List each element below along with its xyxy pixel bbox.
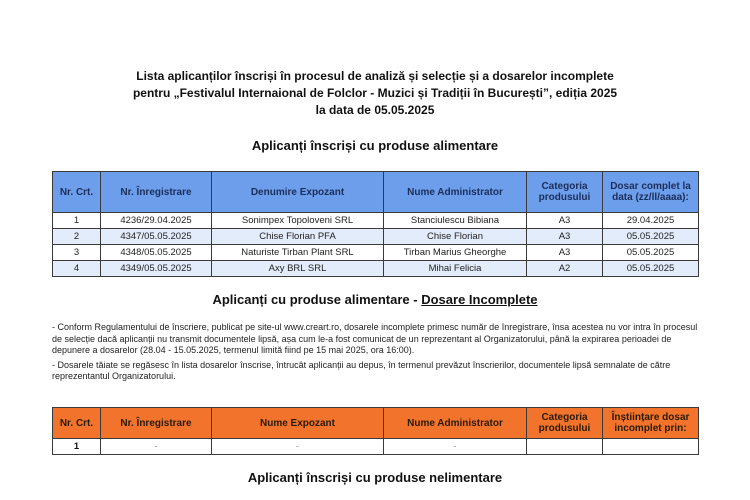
table-row xyxy=(53,229,699,245)
cell-administrator: Chise Florian xyxy=(384,229,527,245)
col-header-dosar-complet: Dosar complet la data (zz/ll/aaaa): xyxy=(603,172,699,213)
cell-nr-inregistrare: 4349/05.05.2025 xyxy=(101,261,212,277)
cell-nr-inregistrare: 4348/05.05.2025 xyxy=(101,245,212,261)
food-section-heading: Aplicanți înscriși cu produse alimentare xyxy=(251,138,499,153)
col-header-instiintare: Înștiințare dosar incomplet prin: xyxy=(603,408,699,439)
title-line-2: pentru „Festivalul Internaional de Folclor - Muzici și Tradiții în București”, ediția 2025 xyxy=(132,86,618,100)
table-row xyxy=(53,213,699,229)
cell-expozant: - xyxy=(212,439,384,455)
table-row xyxy=(53,261,699,277)
col-header-nume-administrator: Nume Administrator xyxy=(384,408,527,439)
cell-categoria: A3 xyxy=(527,245,603,261)
cell-categoria: A2 xyxy=(527,261,603,277)
cell-data: 05.05.2025 xyxy=(603,229,699,245)
cell-administrator: Stanciulescu Bibiana xyxy=(384,213,527,229)
cell-expozant: Sonimpex Topoloveni SRL xyxy=(212,213,384,229)
cell-nr-crt: 4 xyxy=(53,261,101,277)
col-header-categoria: Categoria produsului xyxy=(527,172,603,213)
incomplete-heading-prefix: Aplicanți cu produse alimentare - xyxy=(212,292,422,307)
col-header-denumire-expozant: Denumire Expozant xyxy=(212,172,384,213)
col-header-nr-inregistrare: Nr. Înregistrare xyxy=(101,408,212,439)
table-header-row xyxy=(53,408,699,439)
cell-expozant: Chise Florian PFA xyxy=(212,229,384,245)
note-paragraph-1: - Conform Regulamentului de înscriere, publicat pe site-ul www.creart.ro, dosarele incomplete primesc număr de înregistrare, însa acestea nu vor intra în procesul de selecție dacă aplicanții nu transmit documentele lipsă, așa cum le-a fost comunicat de un reprezentant al Organizatorului, până la expirarea perioadei de depunere a dosarelor (28.04 - 15.05.2025, termenul limită fiind pe 15 mai 2025, ora 16:00). xyxy=(52,322,698,355)
incomplete-dossiers-table xyxy=(52,407,699,455)
cell-nr-crt: 1 xyxy=(53,439,101,455)
col-header-nume-expozant: Nume Expozant xyxy=(212,408,384,439)
cell-expozant: Naturiste Tirban Plant SRL xyxy=(212,245,384,261)
col-header-nr-inregistrare: Nr. Înregistrare xyxy=(101,172,212,213)
cell-administrator: Tirban Marius Gheorghe xyxy=(384,245,527,261)
table-row xyxy=(53,245,699,261)
nonfood-section-heading: Aplicanți înscriși cu produse nelimentare xyxy=(247,470,503,485)
cell-categoria: A3 xyxy=(527,229,603,245)
cell-nr-inregistrare: 4236/29.04.2025 xyxy=(101,213,212,229)
table-row xyxy=(53,439,699,455)
col-header-categoria: Categoria produsului xyxy=(527,408,603,439)
cell-nr-crt: 2 xyxy=(53,229,101,245)
incomplete-notes xyxy=(52,322,702,386)
note-paragraph-2: - Dosarele tăiate se regăsesc în lista dosarelor înscrise, întrucât aplicanții au depus, în termenul prevăzut înscrierilor, documentele lipsă semnalate de către reprezentantul Organizatorului. xyxy=(52,359,671,381)
col-header-nume-administrator: Nume Administrator xyxy=(384,172,527,213)
cell-data: 05.05.2025 xyxy=(603,245,699,261)
cell-nr-inregistrare: - xyxy=(101,439,212,455)
cell-expozant: Axy BRL SRL xyxy=(212,261,384,277)
title-line-3: la data de 05.05.2025 xyxy=(315,103,435,117)
cell-administrator: - xyxy=(384,439,527,455)
cell-data: 05.05.2025 xyxy=(603,261,699,277)
cell-instiintare xyxy=(603,439,699,455)
food-applicants-table xyxy=(52,171,699,277)
cell-nr-crt: 1 xyxy=(53,213,101,229)
cell-data: 29.04.2025 xyxy=(603,213,699,229)
incomplete-section-heading xyxy=(0,292,750,307)
cell-nr-inregistrare: 4347/05.05.2025 xyxy=(101,229,212,245)
table-header-row xyxy=(53,172,699,213)
incomplete-heading-underlined: Dosare Incomplete xyxy=(421,292,538,307)
title-line-1: Lista aplicanților înscriși în procesul de analiză și selecție și a dosarelor incomplete xyxy=(136,69,614,83)
document-title xyxy=(0,68,750,119)
cell-categoria xyxy=(527,439,603,455)
cell-nr-crt: 3 xyxy=(53,245,101,261)
col-header-nr-crt: Nr. Crt. xyxy=(53,408,101,439)
cell-administrator: Mihai Felicia xyxy=(384,261,527,277)
cell-categoria: A3 xyxy=(527,213,603,229)
col-header-nr-crt: Nr. Crt. xyxy=(53,172,101,213)
